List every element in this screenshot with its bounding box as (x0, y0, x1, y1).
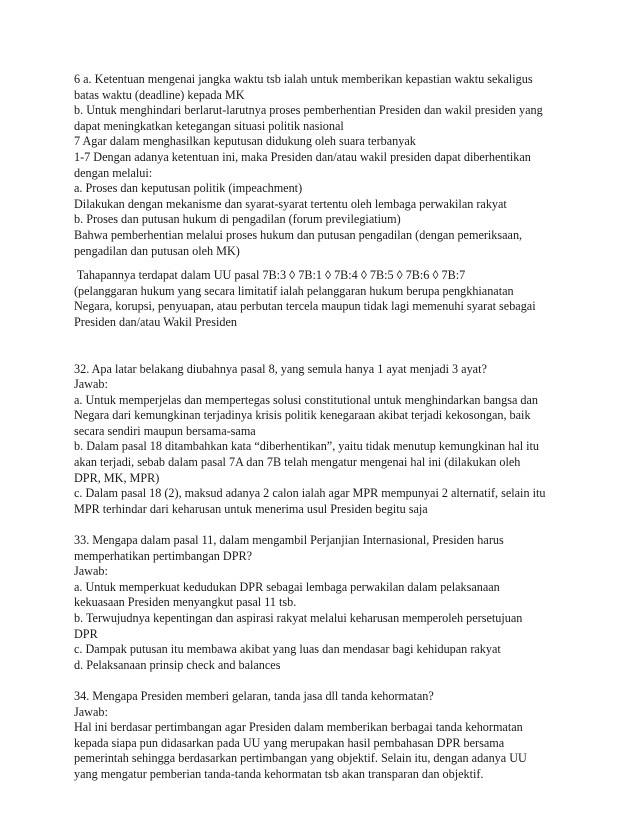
text-line: b. Untuk menghindari berlarut-larutnya proses pemberhentian Presiden dan wakil presiden yang (74, 103, 543, 118)
text-line: dapat meningkatkan ketegangan situasi politik nasional (74, 118, 344, 133)
text-line: c. Dalam pasal 18 (2), maksud adanya 2 calon ialah agar MPR mempunyai 2 alternatif, selain itu (74, 486, 546, 501)
text-line: DPR (74, 626, 98, 641)
text-line: Dilakukan dengan mekanisme dan syarat-syarat tertentu oleh lembaga perwakilan rakyat (74, 196, 507, 211)
section-question-34 (74, 689, 574, 783)
answer-label: Jawab: (74, 377, 108, 392)
text-line: yang mengatur pemberian tanda-tanda kehormatan tsb akan transparan dan objektif. (74, 766, 484, 781)
answer-label: Jawab: (74, 564, 108, 579)
question-line: 34. Mengapa Presiden memberi gelaran, tanda jasa dll tanda kehormatan? (74, 688, 434, 703)
question-line: memperhatikan pertimbangan DPR? (74, 548, 253, 563)
text-line: Negara dari kemungkinan terjadinya krisis politik kenegaraan akibat terjadi kekosongan, baik (74, 408, 531, 423)
text-line: akan terjadi, sebab dalam pasal 7A dan 7B telah mengatur mengenai hal ini (dilakukan oleh (74, 455, 521, 470)
text-line: 1-7 Dengan adanya ketentuan ini, maka Presiden dan/atau wakil presiden dapat diberhentikan (74, 149, 531, 164)
question-line: 33. Mengapa dalam pasal 11, dalam mengambil Perjanjian Internasional, Presiden harus (74, 533, 504, 548)
text-line: b. Proses dan putusan hukum di pengadilan (forum previlegiatium) (74, 212, 401, 227)
spacer (74, 517, 574, 533)
section-answer-6-7 (74, 72, 574, 259)
text-line: batas waktu (deadline) kepada MK (74, 87, 245, 102)
text-line: secara sendiri maupun bersama-sama (74, 423, 256, 438)
text-line: c. Dampak putusan itu membawa akibat yang luas dan mendasar bagi kehidupan rakyat (74, 642, 501, 657)
text-line: Hal ini berdasar pertimbangan agar Presiden dalam memberikan berbagai tanda kehormatan (74, 720, 523, 735)
text-line: pemerintah sehingga berdasarkan pertimbangan yang objektif. Selain itu, dengan adanya UU (74, 751, 527, 766)
spacer (74, 259, 574, 268)
text-line: Presiden dan/atau Wakil Presiden (74, 314, 237, 329)
text-line: b. Terwujudnya kepentingan dan aspirasi rakyat melalui keharusan memperoleh persetujuan (74, 611, 523, 625)
text-line: Tahapannya terdapat dalam UU pasal 7B:3 ◊ 7B:1 ◊ 7B:4 ◊ 7B:5 ◊ 7B:6 ◊ 7B:7 (74, 268, 466, 283)
text-line: a. Untuk memperjelas dan mempertegas solusi constitutional untuk menghindarkan bangsa dan (74, 392, 539, 407)
text-line: a. Untuk memperkuat kedudukan DPR sebagai lembaga perwakilan dalam pelaksanaan (74, 579, 500, 594)
text-line: dengan melalui: (74, 165, 153, 180)
text-line: a. Proses dan keputusan politik (impeachment) (74, 181, 303, 196)
text-line: Bahwa pemberhentian melalui proses hukum dan putusan pengadilan (dengan pemeriksaan, (74, 227, 523, 242)
section-question-32 (74, 362, 574, 518)
text-line: DPR, MK, MPR) (74, 470, 160, 485)
question-line: 32. Apa latar belakang diubahnya pasal 8, yang semula hanya 1 ayat menjadi 3 ayat? (74, 361, 487, 376)
text-line: d. Pelaksanaan prinsip check and balances (74, 657, 281, 672)
section-tahapan (74, 268, 574, 330)
text-line: kepada siapa pun didasarkan pada UU yang merupakan hasil pembahasan DPR bersama (74, 735, 505, 750)
text-line: b. Dalam pasal 18 ditambahkan kata “diberhentikan”, yaitu tidak menutup kemungkinan hal itu (74, 439, 540, 454)
text-line: Negara, korupsi, penyuapan, atau perbutan tercela maupun tidak lagi memenuhi syarat sebagai (74, 299, 536, 314)
spacer (74, 331, 574, 362)
document-page (74, 72, 574, 783)
text-line: (pelanggaran hukum yang secara limitatif ialah pelanggaran hukum berupa pengkhianatan (74, 283, 514, 298)
text-line: 7 Agar dalam menghasilkan keputusan didukung oleh suara terbanyak (74, 134, 416, 149)
text-line: pengadilan dan putusan oleh MK) (74, 243, 240, 258)
text-line: kekuasaan Presiden menyangkut pasal 11 tsb. (74, 595, 297, 610)
section-question-33 (74, 533, 574, 673)
answer-label: Jawab: (74, 704, 108, 719)
text-line: 6 a. Ketentuan mengenai jangka waktu tsb ialah untuk memberikan kepastian waktu sekaligus (74, 72, 533, 86)
spacer (74, 673, 574, 689)
text-line: MPR terhindar dari keharusan untuk menerima usul Presiden begitu saja (74, 501, 428, 516)
